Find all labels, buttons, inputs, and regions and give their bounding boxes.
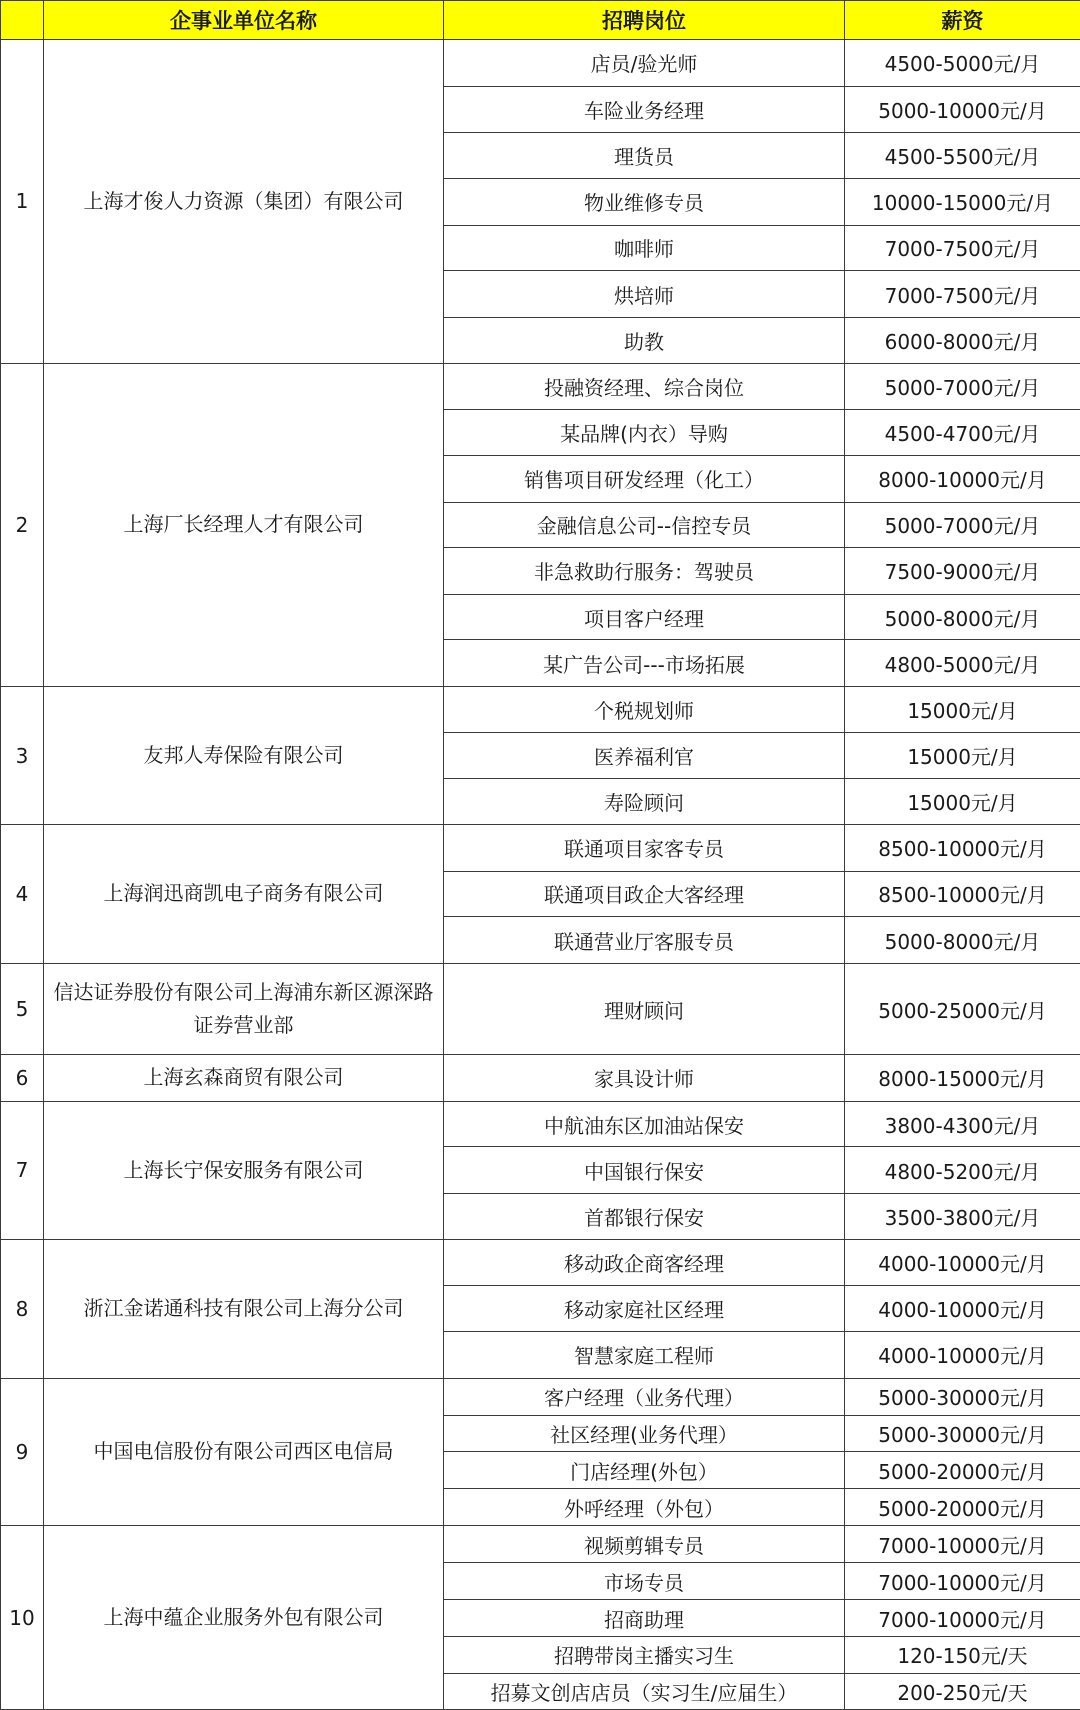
job-position: 某广告公司---市场拓展 <box>444 640 845 687</box>
job-salary: 5000-25000元/月 <box>845 963 1080 1054</box>
company-index: 9 <box>1 1378 44 1526</box>
job-position: 家具设计师 <box>444 1055 845 1102</box>
job-position: 店员/验光师 <box>444 40 845 87</box>
job-salary: 5000-7000元/月 <box>845 502 1080 548</box>
company-index: 3 <box>1 687 44 825</box>
company-index: 7 <box>1 1101 44 1239</box>
company-name: 信达证券股份有限公司上海浦东新区源深路证券营业部 <box>44 963 444 1054</box>
job-salary: 7500-9000元/月 <box>845 548 1080 595</box>
job-salary: 5000-7000元/月 <box>845 363 1080 410</box>
job-position: 移动家庭社区经理 <box>444 1286 845 1332</box>
table-row <box>1 1378 1080 1415</box>
job-position: 中国银行保安 <box>444 1147 845 1194</box>
job-salary: 5000-8000元/月 <box>845 594 1080 640</box>
job-salary: 15000元/月 <box>845 732 1080 779</box>
job-salary: 5000-30000元/月 <box>845 1378 1080 1415</box>
company-name: 浙江金诺通科技有限公司上海分公司 <box>44 1239 444 1378</box>
table-row <box>1 1055 1080 1102</box>
job-salary: 5000-30000元/月 <box>845 1415 1080 1452</box>
job-salary: 8500-10000元/月 <box>845 824 1080 871</box>
company-name: 上海厂长经理人才有限公司 <box>44 363 444 687</box>
job-salary: 7000-10000元/月 <box>845 1600 1080 1637</box>
job-salary: 8000-10000元/月 <box>845 455 1080 502</box>
table-row <box>1 963 1080 1054</box>
company-index: 8 <box>1 1239 44 1378</box>
job-position: 寿险顾问 <box>444 779 845 825</box>
job-position: 智慧家庭工程师 <box>444 1331 845 1378</box>
job-salary: 15000元/月 <box>845 687 1080 733</box>
company-name: 上海玄森商贸有限公司 <box>44 1055 444 1102</box>
job-salary: 4500-4700元/月 <box>845 410 1080 456</box>
job-position: 项目客户经理 <box>444 594 845 640</box>
job-position: 销售项目研发经理（化工） <box>444 455 845 502</box>
company-index: 1 <box>1 40 44 364</box>
job-salary: 7000-10000元/月 <box>845 1563 1080 1600</box>
job-position: 中航油东区加油站保安 <box>444 1101 845 1147</box>
job-position: 金融信息公司--信控专员 <box>444 502 845 548</box>
company-index: 4 <box>1 824 44 963</box>
job-position: 某品牌(内衣）导购 <box>444 410 845 456</box>
job-position: 首都银行保安 <box>444 1194 845 1240</box>
table-row <box>1 40 1080 87</box>
job-position: 招商助理 <box>444 1600 845 1637</box>
job-position: 招募文创店店员（实习生/应届生） <box>444 1673 845 1709</box>
job-salary: 5000-8000元/月 <box>845 917 1080 964</box>
job-salary: 3500-3800元/月 <box>845 1194 1080 1240</box>
job-position: 理财顾问 <box>444 963 845 1054</box>
job-position: 助教 <box>444 317 845 363</box>
header-position: 招聘岗位 <box>444 1 845 40</box>
table-row <box>1 363 1080 410</box>
job-position: 视频剪辑专员 <box>444 1526 845 1563</box>
company-name: 上海才俊人力资源（集团）有限公司 <box>44 40 444 364</box>
table-row <box>1 1239 1080 1286</box>
job-position: 医养福利官 <box>444 732 845 779</box>
job-position: 门店经理(外包） <box>444 1452 845 1489</box>
job-salary: 4000-10000元/月 <box>845 1331 1080 1378</box>
job-position: 外呼经理（外包） <box>444 1489 845 1526</box>
table-body <box>1 40 1080 1710</box>
job-salary: 4800-5200元/月 <box>845 1147 1080 1194</box>
company-name: 友邦人寿保险有限公司 <box>44 687 444 825</box>
header-row <box>1 1 1080 40</box>
job-position: 联通项目家客专员 <box>444 824 845 871</box>
job-salary: 5000-10000元/月 <box>845 86 1080 133</box>
company-index: 2 <box>1 363 44 687</box>
job-salary: 4000-10000元/月 <box>845 1286 1080 1332</box>
job-salary: 7000-7500元/月 <box>845 225 1080 271</box>
company-name: 上海中蕴企业服务外包有限公司 <box>44 1526 444 1710</box>
job-salary: 10000-15000元/月 <box>845 178 1080 225</box>
job-position: 投融资经理、综合岗位 <box>444 363 845 410</box>
job-salary: 4500-5000元/月 <box>845 40 1080 87</box>
job-position: 客户经理（业务代理） <box>444 1378 845 1415</box>
company-name: 上海润迅商凯电子商务有限公司 <box>44 824 444 963</box>
job-position: 个税规划师 <box>444 687 845 733</box>
header-index <box>1 1 44 40</box>
table-row <box>1 687 1080 733</box>
job-salary: 4500-5500元/月 <box>845 133 1080 179</box>
job-salary: 4800-5000元/月 <box>845 640 1080 687</box>
job-salary: 8500-10000元/月 <box>845 871 1080 917</box>
job-salary: 5000-20000元/月 <box>845 1489 1080 1526</box>
job-salary: 120-150元/天 <box>845 1636 1080 1673</box>
job-position: 联通项目政企大客经理 <box>444 871 845 917</box>
company-index: 5 <box>1 963 44 1054</box>
job-salary: 8000-15000元/月 <box>845 1055 1080 1102</box>
job-position: 咖啡师 <box>444 225 845 271</box>
job-salary: 15000元/月 <box>845 779 1080 825</box>
job-position: 联通营业厅客服专员 <box>444 917 845 964</box>
job-position: 理货员 <box>444 133 845 179</box>
job-position: 物业维修专员 <box>444 178 845 225</box>
table-row <box>1 824 1080 871</box>
job-position: 车险业务经理 <box>444 86 845 133</box>
header-company: 企事业单位名称 <box>44 1 444 40</box>
job-salary: 7000-7500元/月 <box>845 271 1080 318</box>
job-salary: 3800-4300元/月 <box>845 1101 1080 1147</box>
company-name: 上海长宁保安服务有限公司 <box>44 1101 444 1239</box>
job-salary: 4000-10000元/月 <box>845 1239 1080 1286</box>
table-row <box>1 1526 1080 1563</box>
job-salary: 5000-20000元/月 <box>845 1452 1080 1489</box>
job-position: 烘培师 <box>444 271 845 318</box>
company-index: 6 <box>1 1055 44 1102</box>
job-salary: 200-250元/天 <box>845 1673 1080 1709</box>
table-row <box>1 1101 1080 1147</box>
header-salary: 薪资 <box>845 1 1080 40</box>
job-position: 市场专员 <box>444 1563 845 1600</box>
company-index: 10 <box>1 1526 44 1710</box>
company-name: 中国电信股份有限公司西区电信局 <box>44 1378 444 1526</box>
job-salary: 7000-10000元/月 <box>845 1526 1080 1563</box>
job-position: 社区经理(业务代理） <box>444 1415 845 1452</box>
job-position: 移动政企商客经理 <box>444 1239 845 1286</box>
job-position: 招聘带岗主播实习生 <box>444 1636 845 1673</box>
job-salary: 6000-8000元/月 <box>845 317 1080 363</box>
job-position: 非急救助行服务：驾驶员 <box>444 548 845 595</box>
